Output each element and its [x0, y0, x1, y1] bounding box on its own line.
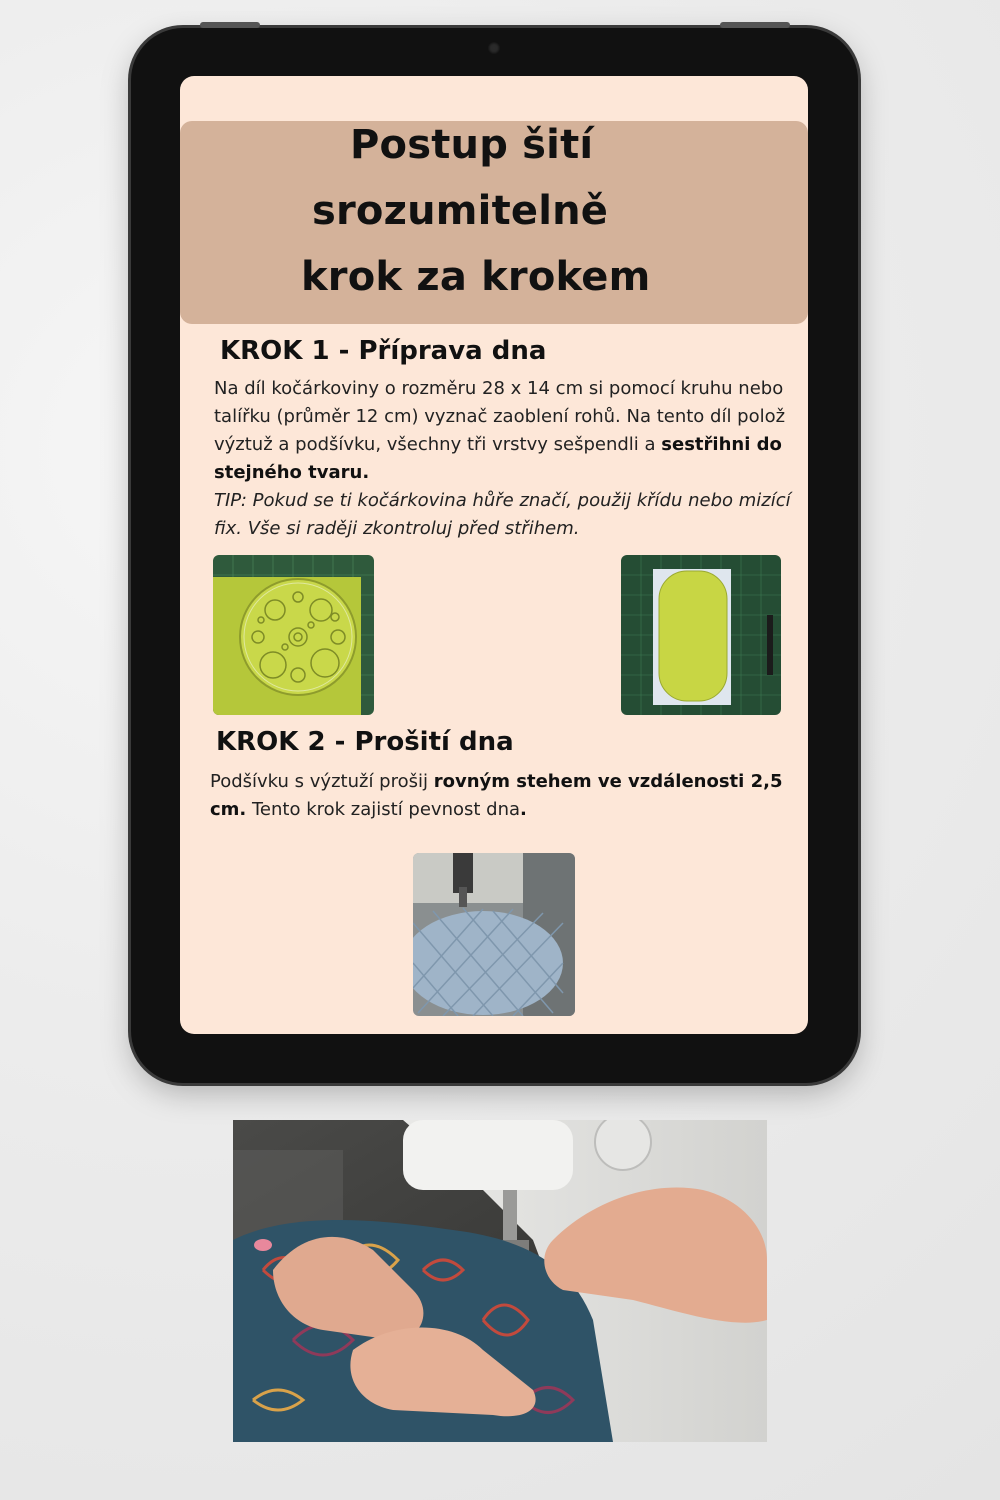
- step-1-text: [214, 375, 794, 543]
- step-2-heading: KROK 2 - Prošití dna: [216, 727, 514, 757]
- step-2-body-end: Tento krok zajistí pevnost dna: [246, 799, 521, 820]
- step-2-body-bold: rovným stehem ve vzdálenosti 2,5 cm.: [210, 771, 783, 820]
- circle-template-photo: [213, 555, 374, 715]
- step-1-tip: TIP: Pokud se ti kočárkovina hůře značí, použij křídu nebo mizící fix. Vše si raději zkontroluj před střihem.: [214, 490, 791, 539]
- quilted-base-photo: [413, 853, 575, 1016]
- step-2-body-period: .: [520, 799, 527, 820]
- tablet-screen: [180, 76, 808, 1034]
- page-title-line-3: krok za krokem: [301, 254, 651, 300]
- page-title-line-2: srozumitelně: [312, 188, 609, 234]
- tablet-volume-button: [200, 22, 260, 28]
- page-title-line-1: Postup šití: [350, 122, 594, 168]
- tablet-power-button: [720, 22, 790, 28]
- step-1-heading: KROK 1 - Příprava dna: [220, 336, 547, 366]
- oval-fabric-photo: [621, 555, 781, 715]
- camera-icon: [488, 42, 500, 54]
- step-1-body-bold: sestřihni do stejného tvaru.: [214, 434, 782, 483]
- sewing-hands-photo: [233, 1120, 767, 1442]
- step-1-body: Na díl kočárkoviny o rozměru 28 x 14 cm si pomocí kruhu nebo talířku (průměr 12 cm) vyznač zaoblení rohů. Na tento díl polož výztuž a podšívku, všechny tři vrstvy sešpendli a: [214, 378, 786, 455]
- step-2-body: Podšívku s výztuží prošij: [210, 771, 434, 792]
- step-2-text: [210, 768, 790, 824]
